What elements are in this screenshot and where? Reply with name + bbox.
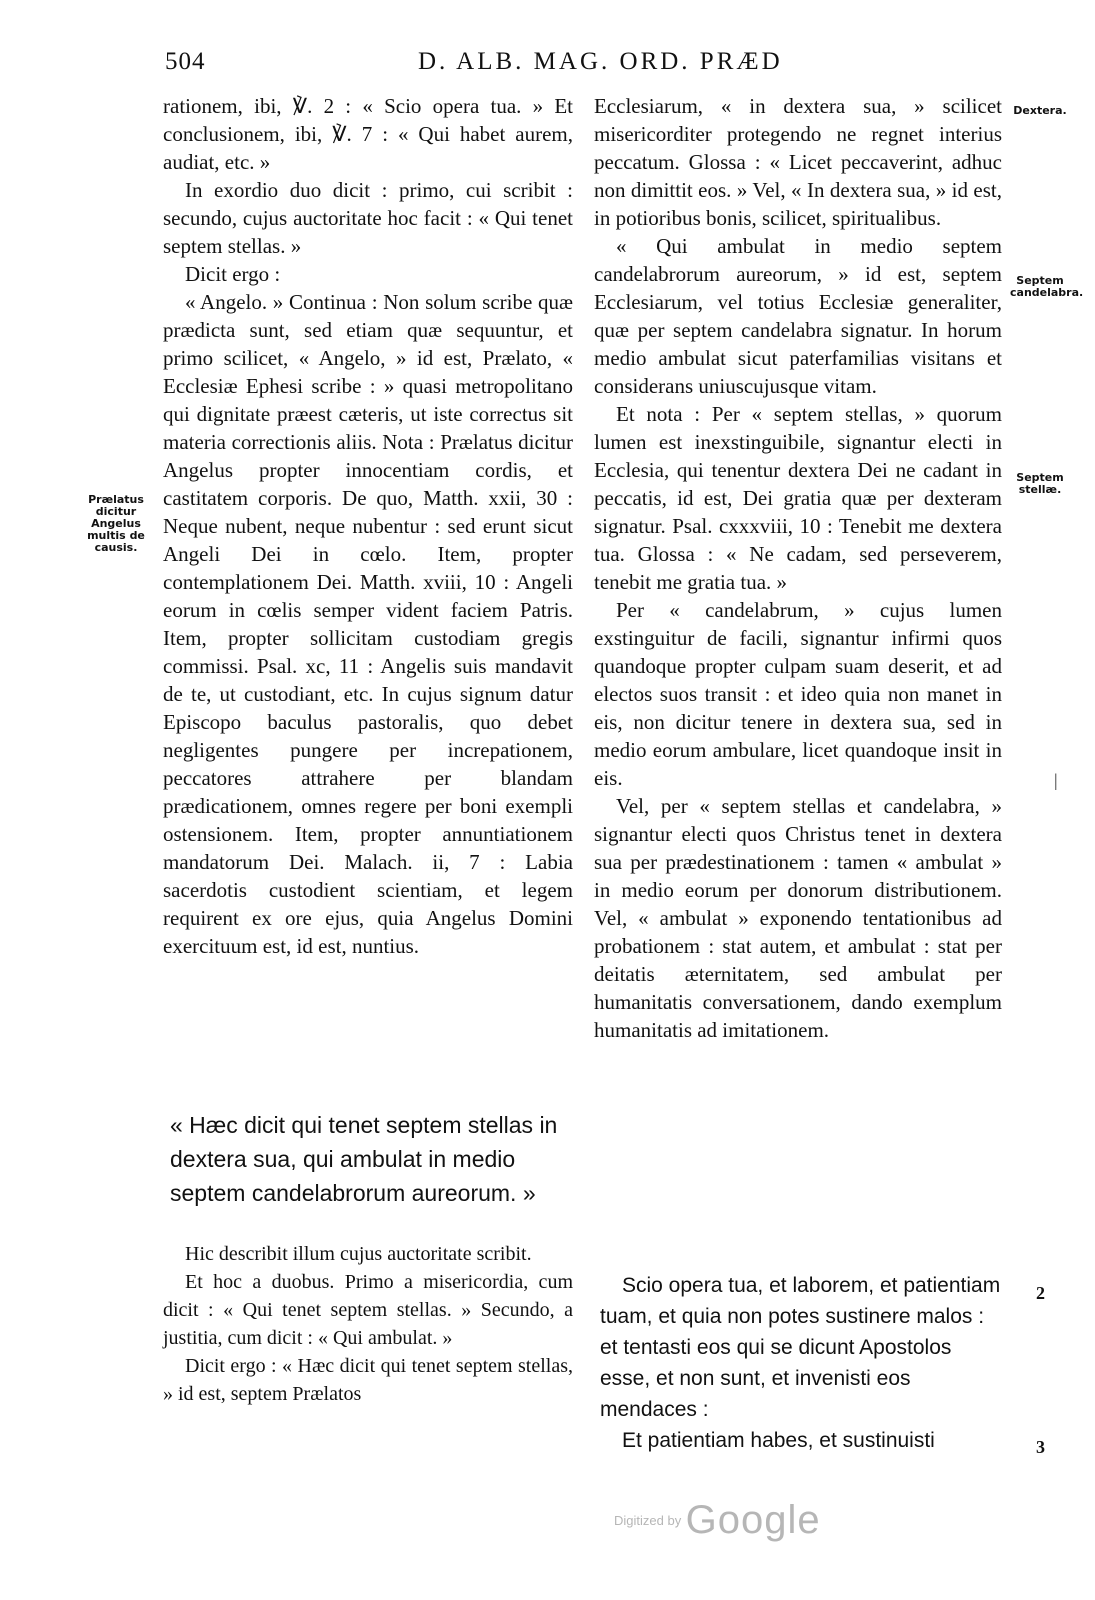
running-header: [0, 48, 1095, 82]
scripture-text-right: [600, 1270, 1002, 1456]
google-logo: Google: [685, 1498, 821, 1542]
paragraph: Vel, per « septem stellas et candelabra, » signantur electi quos Christus tenet in dextera sua per prædestinationem : tamen « ambulat » in medio eorum per donorum distributionem. Vel, « ambulat » exponendo tentationibus ad probationem : stat autem, et ambulat : stat per deitatis æternitatem, sed ambulat per humanitatis conversationem, dando exemplum humanitatis ad imitationem.: [594, 794, 1002, 1042]
paragraph: Dicit ergo :: [185, 262, 281, 286]
verse-number: 2: [1036, 1283, 1045, 1303]
paragraph: « Angelo. » Continua : Non solum scribe quæ prædicta sunt, sed etiam quæ sequuntur, et primo scilicet, « Angelo, » id est, Prælato, « Ecclesiæ Ephesi scribe : » quasi metropolitano qui dignitate præest cæteris, ut iste correctus sit materia correctionis aliis. Nota : Prælatus dicitur Angelus propter innocentiam cordis, et castitatem corporis. De quo, Matth. xxii, 30 : Neque nubent, neque nubentur : sed erunt sicut Angeli Dei in cœlo. Item, propter contemplationem Dei. Matth. xviii, 10 : Angeli eorum in cœlis semper vident faciem Patris. Item, propter sollicitam custodiam gregis commissi. Psal. xc, 11 : Angelis suis mandavit de te, ut custodiant, etc. In cujus signum datur Episcopo baculus pastoralis, quo debet negligentes pungere per increpationem, peccatores attrahere per blandam prædicationem, omnes regere per boni exempli ostensionem. Item, propter annuntiationem mandatorum Dei. Malach. ii, 7 : Labia sacerdotis custodient scientiam, et legem requirent ex ore ejus, quia Angelus Domini exercituum est, id est, nuntius.: [163, 290, 573, 958]
paragraph: Scio opera tua, et laborem, et patientiam tuam, et quia non potes sustinere malos : et tentasti eos qui se dicunt Apostolos esse, et non sunt, et invenisti eos mendaces :: [600, 1274, 1001, 1421]
sidenote-praelatus: Prælatus dicitur Angelus multis de causis.: [87, 493, 145, 554]
verse-number: 3: [1036, 1437, 1045, 1457]
paragraph: Dicit ergo : « Hæc dicit qui tenet septem stellas, » id est, septem Prælatos: [163, 1355, 573, 1405]
sidenote-dextera: Dextera.: [1013, 104, 1067, 117]
sidenote-septem-stellae: Septem stellæ.: [1016, 471, 1064, 496]
running-title: D. ALB. MAG. ORD. PRÆD: [418, 48, 783, 75]
page-number: 504: [165, 48, 206, 75]
paragraph: Et patientiam habes, et sustinuisti: [622, 1429, 935, 1452]
digitized-watermark: [614, 1498, 821, 1543]
margin-mark: |: [1054, 770, 1058, 790]
left-column: [163, 92, 573, 960]
scripture-quote: « Hæc dicit qui tenet septem stellas in dextera sua, qui ambulat in medio septem candelabrorum aureorum. »: [170, 1112, 558, 1206]
paragraph: « Qui ambulat in medio septem candelabrorum aureorum, » id est, septem Ecclesiarum, vel totius Ecclesiæ generaliter, quæ per septem candelabra signatur. In horum medio ambulat sicut paterfamilias visitans et considerans uniuscujusque vitam.: [594, 234, 1002, 398]
sidenote-septem-candelabra: Septem candelabra.: [1010, 274, 1084, 299]
left-lower-text: [163, 1240, 573, 1408]
paragraph: rationem, ibi, ℣. 2 : « Scio opera tua. » Et conclusionem, ibi, ℣. 7 : « Qui habet aurem, audiat, etc. »: [163, 94, 573, 174]
paragraph: Per « candelabrum, » cujus lumen exstinguitur de facili, signantur infirmi quos quandoque propter culpam suam deserit, et ad electos suos transit : et ideo quia non manet in eis, non dicitur tenere in dextera sua, sed in medio eorum ambulare, licet quandoque insit in eis.: [594, 598, 1002, 790]
paragraph: Hic describit illum cujus auctoritate scribit.: [185, 1243, 532, 1265]
digitized-by-label: Digitized by: [614, 1513, 682, 1528]
paragraph: Ecclesiarum, « in dextera sua, » scilicet misericorditer protegendo ne regnet interius peccatum. Glossa : « Licet peccaverint, adhuc non dimittit eos. » Vel, « In dextera sua, » id est, in potioribus bonis, scilicet, spiritualibus.: [594, 94, 1002, 230]
right-column: [594, 92, 1002, 1044]
paragraph: In exordio duo dicit : primo, cui scribit : secundo, cujus auctoritate hoc facit : « Qui tenet septem stellas. »: [163, 178, 573, 258]
paragraph: Et hoc a duobus. Primo a misericordia, cum dicit : « Qui tenet septem stellas. » Secundo, a justitia, cum dicit : « Qui ambulat. »: [163, 1271, 573, 1349]
paragraph: Et nota : Per « septem stellas, » quorum lumen est inexstinguibile, signantur electi in Ecclesia, qui tenentur dextera Dei ne cadant in peccatis, id est, Dei gratia quæ per dexteram signatur. Psal. cxxxviii, 10 : Tenebit me dextera tua. Glossa : « Ne cadam, sed perseverem, tenebit me gratia tua. »: [594, 402, 1002, 594]
